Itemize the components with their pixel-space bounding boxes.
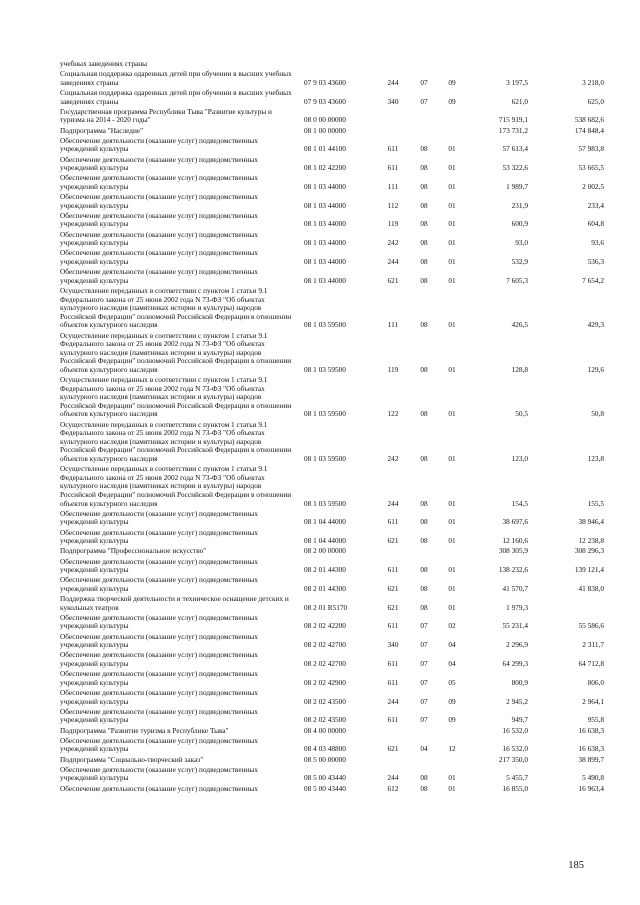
table-row <box>60 89 604 108</box>
table-row <box>60 708 604 727</box>
row-amount-year-1: 5 455,7 <box>506 773 528 783</box>
row-section: 08 <box>420 783 428 793</box>
row-subsection: 01 <box>448 200 456 210</box>
row-section <box>410 727 438 737</box>
row-expense-type: 611 <box>387 517 399 527</box>
row-section: 08 <box>420 517 428 527</box>
row-subsection: 01 <box>448 181 456 191</box>
row-target-code: 08 5 00 00000 <box>304 754 346 764</box>
row-name: Социальная поддержка одаренных детей при обучении в высших учебных заведениях страны <box>60 69 292 87</box>
row-target-code: 08 1 03 59500 <box>304 409 346 419</box>
row-amount-year-2: 64 712,8 <box>578 659 604 669</box>
row-expense-type: 242 <box>387 454 399 464</box>
row-name: Обеспечение деятельности (оказание услуг) подведомственных учреждений культуры <box>60 575 258 593</box>
row-section: 08 <box>420 536 428 546</box>
row-expense-type: 612 <box>387 783 399 793</box>
row-amount-year-1: 715 919,1 <box>498 115 528 125</box>
row-subsection: 09 <box>448 96 456 106</box>
row-amount-year-1: 53 322,6 <box>502 163 528 173</box>
row-name: Обеспечение деятельности (оказание услуг) подведомственных учреждений культуры <box>60 735 258 754</box>
row-subsection: 09 <box>448 77 456 87</box>
row-amount-year-2: 538 682,6 <box>574 115 604 125</box>
row-target-code: 08 2 01 44300 <box>304 565 346 575</box>
row-target-code: 08 2 01 R5170 <box>304 602 348 612</box>
row-amount-year-1: 41 570,7 <box>502 583 528 593</box>
row-subsection: 01 <box>448 498 456 508</box>
row-section <box>410 547 438 557</box>
row-amount-year-1: 154,5 <box>511 498 528 508</box>
row-target-code: 08 2 02 42200 <box>304 621 346 631</box>
row-name: Государственная программа Республики Тыва "Развитие культуры и туризма на 2014 - 2020 годы" <box>60 106 272 125</box>
row-amount-year-2: 16 638,3 <box>578 744 604 754</box>
row-target-code: 08 2 00 00000 <box>304 546 346 556</box>
row-section: 08 <box>420 144 428 154</box>
row-expense-type: 621 <box>387 275 399 285</box>
row-expense-type: 111 <box>387 320 399 330</box>
table-row <box>60 785 604 795</box>
row-subsection: 04 <box>448 640 456 650</box>
row-name: Осуществление переданных в соответствии с пунктом 1 статьи 9.1 Федерального закона от 25 июня 2002 года N 73-ФЗ "Об объектах культурного наследия (памятниках истории и культуры) народов Российской Федерации" полномочий Российской Федерации в отношении объектов культурного наследия <box>60 285 292 330</box>
row-subsection: 09 <box>448 715 456 725</box>
table-row <box>60 231 604 250</box>
table-row <box>60 633 604 652</box>
row-section: 08 <box>420 364 428 374</box>
row-amount-year-1: 949,7 <box>511 715 528 725</box>
row-name: Обеспечение деятельности (оказание услуг) подведомственных учреждений культуры <box>60 688 258 706</box>
table-row <box>60 376 604 421</box>
row-expense-type: 611 <box>387 621 399 631</box>
row-target-code: 07 9 03 43600 <box>304 96 346 106</box>
row-amount-year-1: 55 231,4 <box>502 621 528 631</box>
row-amount-year-2: 12 238,8 <box>578 536 604 546</box>
table-row <box>60 156 604 175</box>
row-amount-year-1: 7 605,3 <box>506 275 528 285</box>
row-amount-year-2: 5 490,8 <box>582 773 604 783</box>
row-subsection: 01 <box>448 783 456 793</box>
row-subsection <box>438 60 466 70</box>
row-name: Осуществление переданных в соответствии с пунктом 1 статьи 9.1 Федерального закона от 25 июня 2002 года N 73-ФЗ "Об объектах культурного наследия (памятниках истории и культуры) народов Российской Федерации" полномочий Российской Федерации в отношении объектов культурного наследия <box>60 464 292 508</box>
row-name: Обеспечение деятельности (оказание услуг) подведомственных учреждений культуры <box>60 267 258 285</box>
row-section <box>410 108 438 127</box>
row-section: 08 <box>420 602 428 612</box>
row-section: 07 <box>420 96 428 106</box>
row-amount-year-2: 57 983,8 <box>578 144 604 154</box>
row-amount-year-1 <box>466 60 528 70</box>
row-expense-type: 611 <box>387 163 399 173</box>
row-section: 08 <box>420 181 428 191</box>
row-expense-type: 244 <box>387 696 399 706</box>
row-target-code: 08 1 03 44000 <box>304 181 346 191</box>
row-amount-year-2: 41 838,0 <box>578 583 604 593</box>
table-row <box>60 576 604 595</box>
budget-table-page <box>60 59 604 795</box>
row-target-code: 08 1 03 44000 <box>304 219 346 229</box>
row-target-code: 08 5 00 43440 <box>304 783 346 793</box>
row-target-code: 08 1 03 59500 <box>304 364 346 374</box>
row-subsection <box>438 127 466 137</box>
row-expense-type <box>376 60 410 70</box>
row-amount-year-2: 155,5 <box>587 498 604 508</box>
row-name: Обеспечение деятельности (оказание услуг) подведомственных учреждений культуры <box>60 706 258 725</box>
row-name: учебных заведениях страны <box>60 59 148 68</box>
row-name: Подпрограмма "Развитие туризма в Республике Тыва" <box>60 725 229 735</box>
table-row <box>60 70 604 89</box>
row-amount-year-2: 308 296,3 <box>574 546 604 556</box>
row-amount-year-2: 2 964,1 <box>582 696 604 706</box>
row-name: Обеспечение деятельности (оказание услуг) подведомственных учреждений культуры <box>60 210 258 229</box>
row-amount-year-2: 2 002,5 <box>582 181 604 191</box>
row-subsection: 02 <box>448 621 456 631</box>
table-row <box>60 529 604 548</box>
row-amount-year-1: 2 296,9 <box>506 640 528 650</box>
row-amount-year-1: 64 299,3 <box>502 659 528 669</box>
row-subsection <box>438 727 466 737</box>
row-amount-year-2: 625,0 <box>587 96 604 106</box>
row-expense-type <box>376 756 410 766</box>
row-expense-type: 111 <box>387 181 399 191</box>
row-expense-type: 244 <box>387 257 399 266</box>
table-row <box>60 766 604 785</box>
row-amount-year-2: 16 963,4 <box>578 783 604 793</box>
row-amount-year-1: 16 855,0 <box>502 783 528 793</box>
row-expense-type: 122 <box>387 409 399 419</box>
row-name: Обеспечение деятельности (оказание услуг) подведомственных учреждений культуры <box>60 764 258 783</box>
row-amount-year-1: 426,5 <box>511 320 528 330</box>
row-name: Осуществление переданных в соответствии с пунктом 1 статьи 9.1 Федерального закона от 25 июня 2002 года N 73-ФЗ "Об объектах культурного наследия (памятниках истории и культуры) народов Российской Федерации" полномочий Российской Федерации в отношении объектов культурного наследия <box>60 375 292 419</box>
row-section: 07 <box>420 640 428 650</box>
row-expense-type: 340 <box>387 640 399 650</box>
table-row <box>60 510 604 529</box>
row-name: Обеспечение деятельности (оказание услуг) подведомственных учреждений культуры <box>60 669 258 687</box>
row-target-code: 08 1 03 59500 <box>304 320 346 330</box>
row-amount-year-2: 604,8 <box>587 219 604 229</box>
row-section: 08 <box>420 565 428 575</box>
row-section: 08 <box>420 498 428 508</box>
row-target-code: 08 1 03 44000 <box>304 238 346 248</box>
row-section <box>410 756 438 766</box>
row-subsection: 01 <box>448 163 456 173</box>
row-amount-year-2: 38 946,4 <box>578 517 604 527</box>
row-target-code: 08 2 02 42700 <box>304 640 346 650</box>
row-section: 08 <box>420 163 428 173</box>
row-subsection: 01 <box>448 565 456 575</box>
row-target-code: 08 1 00 00000 <box>304 125 346 135</box>
row-name: Обеспечение деятельности (оказание услуг) подведомственных учреждений культуры <box>60 631 258 650</box>
row-subsection <box>438 108 466 127</box>
table-row <box>60 689 604 708</box>
row-name: Обеспечение деятельности (оказание услуг) подведомственных учреждений культуры <box>60 154 258 173</box>
row-subsection: 01 <box>448 219 456 229</box>
row-name: Обеспечение деятельности (оказание услуг) подведомственных учреждений культуры <box>60 508 258 527</box>
row-name: Обеспечение деятельности (оказание услуг) подведомственных учреждений культуры <box>60 173 258 191</box>
budget-table-body <box>60 60 604 795</box>
table-row <box>60 670 604 689</box>
row-expense-type: 340 <box>387 96 399 106</box>
row-subsection: 04 <box>448 659 456 669</box>
row-expense-type <box>376 727 410 737</box>
row-name: Обеспечение деятельности (оказание услуг) подведомственных учреждений культуры <box>60 192 258 210</box>
table-row <box>60 108 604 127</box>
row-section: 08 <box>420 238 428 248</box>
row-section: 07 <box>420 696 428 706</box>
row-subsection: 01 <box>448 364 456 374</box>
row-amount-year-2: 174 848,4 <box>574 125 604 135</box>
row-subsection: 01 <box>448 238 456 248</box>
row-target-code: 08 2 02 43500 <box>304 715 346 725</box>
row-amount-year-1: 12 160,6 <box>502 536 528 546</box>
row-amount-year-1: 38 697,6 <box>502 517 528 527</box>
table-row <box>60 174 604 193</box>
row-expense-type: 611 <box>387 659 399 669</box>
row-amount-year-2: 53 665,5 <box>578 163 604 173</box>
row-expense-type: 244 <box>387 77 399 87</box>
table-row <box>60 212 604 231</box>
row-amount-year-2: 93,6 <box>591 238 604 248</box>
row-subsection: 01 <box>448 536 456 546</box>
table-row <box>60 249 604 268</box>
row-expense-type: 621 <box>387 536 399 546</box>
row-expense-type: 119 <box>387 364 399 374</box>
row-amount-year-2 <box>528 595 604 614</box>
row-amount-year-1: 123,0 <box>511 454 528 464</box>
row-amount-year-1: 800,9 <box>511 677 528 687</box>
table-row <box>60 268 604 287</box>
row-expense-type <box>376 127 410 137</box>
row-amount-year-2 <box>528 60 604 70</box>
table-row <box>60 421 604 466</box>
row-section <box>410 127 438 137</box>
row-amount-year-1: 532,9 <box>511 257 528 266</box>
row-expense-type: 621 <box>387 602 399 612</box>
row-target-code <box>300 60 376 70</box>
row-expense-type: 244 <box>387 773 399 783</box>
row-amount-year-1: 57 613,4 <box>502 144 528 154</box>
row-amount-year-1: 3 197,5 <box>506 77 528 87</box>
page-number: 185 <box>568 860 584 871</box>
row-amount-year-1: 128,8 <box>511 364 528 374</box>
row-expense-type <box>376 547 410 557</box>
row-target-code: 07 9 03 43600 <box>304 77 346 87</box>
row-expense-type: 611 <box>387 715 399 725</box>
row-section <box>410 60 438 70</box>
row-target-code: 08 1 03 59500 <box>304 498 346 508</box>
row-amount-year-1: 93,0 <box>515 238 528 248</box>
row-target-code: 08 1 01 44100 <box>304 144 346 154</box>
row-subsection <box>438 547 466 557</box>
table-row <box>60 193 604 212</box>
row-expense-type: 119 <box>387 219 399 229</box>
row-target-code: 08 1 02 42200 <box>304 163 346 173</box>
row-amount-year-2: 123,8 <box>587 454 604 464</box>
row-section: 08 <box>420 409 428 419</box>
row-amount-year-2: 7 654,2 <box>582 275 604 285</box>
row-target-code: 08 5 00 43440 <box>304 773 346 783</box>
row-expense-type <box>376 108 410 127</box>
row-subsection: 01 <box>448 320 456 330</box>
row-target-code: 08 1 03 44000 <box>304 257 346 266</box>
row-expense-type: 611 <box>387 565 399 575</box>
row-amount-year-1: 1 989,7 <box>506 181 528 191</box>
row-subsection: 01 <box>448 583 456 593</box>
row-section: 08 <box>420 200 428 210</box>
table-row <box>60 137 604 156</box>
row-section: 08 <box>420 219 428 229</box>
row-amount-year-1: 600,9 <box>511 219 528 229</box>
row-name: Социальная поддержка одаренных детей при обучении в высших учебных заведениях страны <box>60 87 292 106</box>
row-section: 08 <box>420 454 428 464</box>
row-amount-year-2: 50,8 <box>591 409 604 419</box>
row-amount-year-1: 50,5 <box>515 409 528 419</box>
row-amount-year-1: 2 945,2 <box>506 696 528 706</box>
row-subsection <box>438 756 466 766</box>
row-target-code: 08 0 00 00000 <box>304 115 346 125</box>
table-row <box>60 465 604 510</box>
row-amount-year-2: 16 638,3 <box>578 725 604 735</box>
row-expense-type: 112 <box>387 200 399 210</box>
row-subsection: 09 <box>448 696 456 706</box>
row-expense-type: 242 <box>387 238 399 248</box>
row-amount-year-2: 2 311,7 <box>582 640 604 650</box>
row-subsection: 05 <box>448 677 456 687</box>
table-row <box>60 614 604 633</box>
table-row <box>60 332 604 377</box>
row-amount-year-2: 536,3 <box>587 257 604 266</box>
row-amount-year-1: 217 350,0 <box>498 754 528 764</box>
row-amount-year-1: 138 232,6 <box>498 565 528 575</box>
row-amount-year-2: 233,4 <box>587 200 604 210</box>
table-row <box>60 558 604 577</box>
row-name: Поддержка творческой деятельности и техническое оснащение детских и кукольных театров <box>60 594 289 612</box>
row-amount-year-1: 16 532,0 <box>502 744 528 754</box>
row-amount-year-1: 621,0 <box>511 96 528 106</box>
row-target-code: 08 2 02 43500 <box>304 696 346 706</box>
row-target-code: 08 2 01 44300 <box>304 583 346 593</box>
row-section: 08 <box>420 320 428 330</box>
row-name: Подпрограмма "Социально-творческий заказ" <box>60 754 204 764</box>
row-name: Обеспечение деятельности (оказание услуг) подведомственных учреждений культуры <box>60 135 258 154</box>
row-amount-year-1: 173 731,2 <box>498 125 528 135</box>
table-row <box>60 287 604 332</box>
row-expense-type: 621 <box>387 744 399 754</box>
row-expense-type: 621 <box>387 583 399 593</box>
row-subsection: 01 <box>448 454 456 464</box>
row-name: Обеспечение деятельности (оказание услуг) подведомственных <box>60 783 258 793</box>
budget-table <box>60 60 604 795</box>
row-name: Осуществление переданных в соответствии с пунктом 1 статьи 9.1 Федерального закона от 25 июня 2002 года N 73-ФЗ "Об объектах культурного наследия (памятниках истории и культуры) народов Российской Федерации" полномочий Российской Федерации в отношении объектов культурного наследия <box>60 419 292 464</box>
row-subsection: 01 <box>448 517 456 527</box>
row-name: Обеспечение деятельности (оказание услуг) подведомственных учреждений культуры <box>60 556 258 575</box>
row-section: 07 <box>420 659 428 669</box>
row-amount-year-2: 129,6 <box>587 364 604 374</box>
row-section: 08 <box>420 275 428 285</box>
row-subsection: 01 <box>448 257 456 266</box>
table-row <box>60 651 604 670</box>
row-target-code: 08 1 03 44000 <box>304 275 346 285</box>
row-target-code: 08 2 02 42900 <box>304 677 346 687</box>
table-row <box>60 737 604 756</box>
row-name: Обеспечение деятельности (оказание услуг) подведомственных учреждений культуры <box>60 527 258 546</box>
row-amount-year-2: 38 899,7 <box>578 754 604 764</box>
row-subsection: 01 <box>448 409 456 419</box>
row-amount-year-2: 3 218,0 <box>582 77 604 87</box>
row-section: 07 <box>420 677 428 687</box>
row-target-code: 08 1 04 44000 <box>304 536 346 546</box>
row-subsection: 01 <box>448 275 456 285</box>
row-section: 07 <box>420 715 428 725</box>
row-section: 08 <box>420 257 428 266</box>
row-target-code: 08 4 00 00000 <box>304 725 346 735</box>
row-target-code: 08 2 02 42700 <box>304 659 346 669</box>
row-amount-year-1: 308 305,9 <box>498 546 528 556</box>
row-target-code: 08 4 03 48800 <box>304 744 346 754</box>
row-subsection: 12 <box>448 744 456 754</box>
row-amount-year-2: 429,3 <box>587 320 604 330</box>
row-name: Обеспечение деятельности (оказание услуг) подведомственных учреждений культуры <box>60 229 258 248</box>
row-name: Обеспечение деятельности (оказание услуг) подведомственных учреждений культуры <box>60 248 258 266</box>
row-amount-year-2: 55 586,6 <box>578 621 604 631</box>
table-row <box>60 595 604 614</box>
row-expense-type: 244 <box>387 498 399 508</box>
row-expense-type: 611 <box>387 677 399 687</box>
row-amount-year-1: 231,9 <box>511 200 528 210</box>
row-subsection: 01 <box>448 602 456 612</box>
row-amount-year-2: 139 121,4 <box>574 565 604 575</box>
row-amount-year-1: 1 979,3 <box>506 602 528 612</box>
row-section: 07 <box>420 77 428 87</box>
row-amount-year-1: 16 532,0 <box>502 725 528 735</box>
row-section: 08 <box>420 583 428 593</box>
table-row <box>60 547 604 557</box>
row-section: 07 <box>420 621 428 631</box>
row-name: Подпрограмма "Профессиональное искусство" <box>60 546 207 556</box>
row-target-code: 08 1 04 44000 <box>304 517 346 527</box>
row-subsection: 01 <box>448 144 456 154</box>
row-name: Осуществление переданных в соответствии с пунктом 1 статьи 9.1 Федерального закона от 25 июня 2002 года N 73-ФЗ "Об объектах культурного наследия (памятниках истории и культуры) народов Российской Федерации" полномочий Российской Федерации в отношении объектов культурного наследия <box>60 330 292 374</box>
row-amount-year-2: 806,0 <box>587 677 604 687</box>
row-amount-year-2: 955,8 <box>587 715 604 725</box>
row-name: Обеспечение деятельности (оказание услуг) подведомственных учреждений культуры <box>60 650 258 669</box>
row-target-code: 08 1 03 59500 <box>304 454 346 464</box>
row-subsection: 01 <box>448 773 456 783</box>
row-name: Обеспечение деятельности (оказание услуг) подведомственных учреждений культуры <box>60 612 258 631</box>
row-section: 08 <box>420 773 428 783</box>
row-target-code: 08 1 03 44000 <box>304 200 346 210</box>
row-name: Подпрограмма "Наследие" <box>60 125 144 135</box>
row-section: 04 <box>420 744 428 754</box>
row-expense-type: 611 <box>387 144 399 154</box>
